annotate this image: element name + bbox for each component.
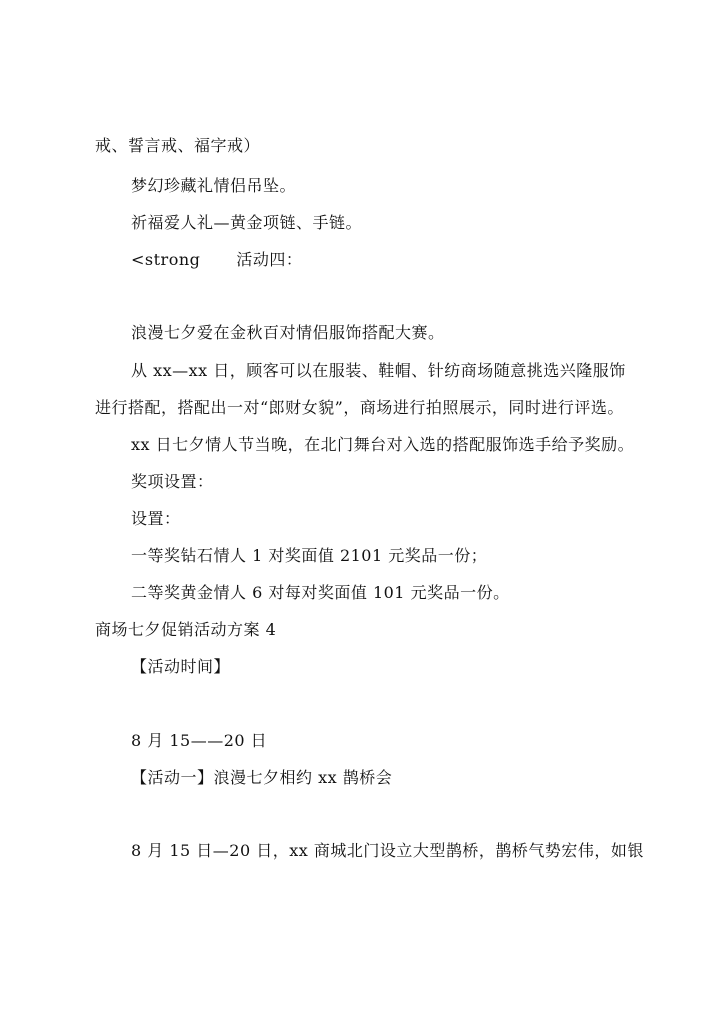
text-line: 戒、誓言戒、福字戒） [95,136,261,155]
text-line: 【活动时间】 [131,657,231,676]
text-line: 进行搭配，搭配出一对“郎财女貌”，商场进行拍照展示，同时进行评选。 [95,398,624,417]
text-line: 8 月 15 日—20 日，xx 商城北门设立大型鹊桥，鹊桥气势宏伟，如银 [131,841,644,860]
text-line: xx 日七夕情人节当晚，在北门舞台对入选的搭配服饰选手给予奖励。 [131,435,635,454]
text-line: 浪漫七夕爱在金秋百对情侣服饰搭配大赛。 [131,323,445,342]
text-line: 8 月 15——20 日 [131,731,268,750]
text-line: 二等奖黄金情人 6 对每对奖面值 101 元奖品一份。 [131,583,510,602]
text-line-strong [131,250,302,270]
text-line: 从 xx—xx 日，顾客可以在服装、鞋帽、针纺商场随意挑选兴隆服饰 [131,361,626,380]
text-line: 奖项设置： [131,472,214,491]
text-line: 设置： [131,509,181,528]
text-line: 祈福爱人礼—黄金项链、手链。 [131,213,363,232]
text-line: 【活动一】浪漫七夕相约 xx 鹊桥会 [131,768,393,787]
strong-tag-text: <strong [131,250,201,269]
activity-four-label: 活动四： [236,250,303,269]
text-line: 一等奖钻石情人 1 对奖面值 2101 元奖品一份； [131,546,488,565]
section-heading: 商场七夕促销活动方案 4 [95,620,277,639]
text-line: 梦幻珍藏礼情侣吊坠。 [131,176,297,195]
